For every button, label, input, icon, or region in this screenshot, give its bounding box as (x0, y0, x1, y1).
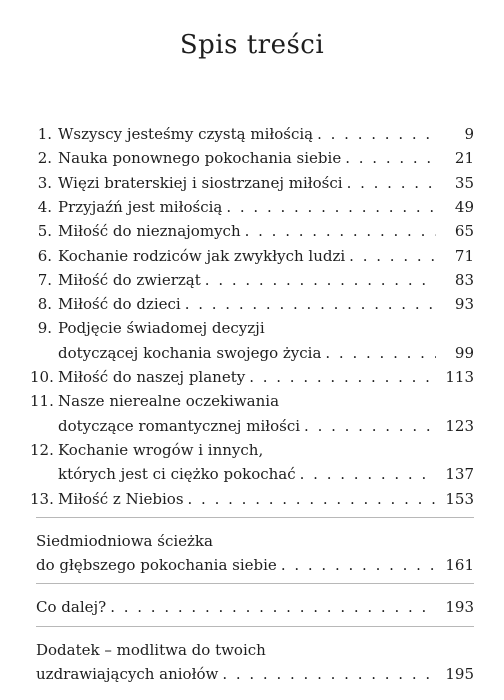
toc-entry-line (0, 292, 504, 316)
entry-title: Co dalej? (36, 598, 107, 617)
page-number: 161 (445, 556, 474, 575)
toc-line (58, 462, 474, 486)
page-number: 153 (445, 489, 474, 508)
chapter-number: 3. (37, 173, 52, 192)
page-number: 65 (454, 222, 474, 241)
page-number: 93 (454, 295, 474, 314)
page-number: 113 (445, 368, 474, 386)
toc-line (58, 122, 474, 146)
entry-title: Dodatek – modlitwa do twoich (36, 640, 266, 659)
toc-extra-line (0, 553, 504, 577)
toc-entry-line (0, 341, 504, 365)
entry-title: Kochanie rodziców jak zwykłych ludzi (58, 246, 346, 265)
chapter-number: 4. (37, 197, 52, 216)
toc-entry-line (0, 268, 504, 292)
page-number: 193 (445, 598, 474, 617)
section-divider (36, 583, 474, 584)
entry-title: Siedmiodniowa ścieżka (36, 531, 213, 550)
page-number: 49 (454, 197, 474, 216)
toc-entry-line (0, 316, 504, 340)
entry-title: Przyjaźń jest miłością (58, 197, 223, 216)
dot-leader (226, 195, 436, 219)
toc-line (58, 244, 474, 268)
toc-line (58, 146, 474, 170)
chapter-number: 5. (37, 222, 52, 241)
toc-extra-line (0, 662, 504, 686)
dot-leader (249, 365, 436, 389)
toc-line (58, 195, 474, 219)
dot-leader (325, 341, 436, 365)
toc-entry-line (0, 122, 504, 146)
entry-title: Wszyscy jesteśmy czystą miłością (58, 125, 314, 143)
chapter-number: 6. (37, 246, 52, 265)
entry-title: Kochanie wrogów i innych, (58, 440, 264, 459)
dot-leader (349, 244, 436, 268)
entry-title: Nasze nierealne oczekiwania (58, 392, 280, 411)
toc-line (36, 638, 474, 662)
entry-title: których jest ci ciężko pokochać (58, 465, 296, 484)
toc-entry-line (0, 414, 504, 438)
toc-line (36, 662, 474, 686)
toc-entry-line (0, 171, 504, 195)
dot-leader (317, 122, 436, 146)
page-number: 137 (445, 465, 474, 484)
dot-leader (185, 292, 436, 316)
toc-entry-line (0, 244, 504, 268)
toc-line (58, 487, 474, 511)
chapter-number: 2. (37, 149, 52, 168)
toc-line (58, 171, 474, 195)
section-divider (36, 626, 474, 627)
entry-title: Miłość do naszej planety (58, 368, 246, 386)
section-divider (36, 517, 474, 518)
dot-leader (245, 219, 436, 243)
page-number: 9 (464, 125, 474, 143)
entry-title: Podjęcie świadomej decyzji (58, 319, 265, 338)
toc-line (36, 595, 474, 619)
toc-line (58, 414, 474, 438)
page-number: 83 (454, 270, 474, 289)
chapter-number: 11. (30, 392, 54, 411)
dot-leader (188, 487, 436, 511)
entry-title: Nauka ponownego pokochania siebie (58, 149, 342, 168)
entry-title: Więzi braterskiej i siostrzanej miłości (58, 173, 343, 192)
dot-leader (222, 662, 436, 686)
dot-leader (205, 268, 436, 292)
toc-line (58, 341, 474, 365)
entry-title: uzdrawiających aniołów (36, 665, 219, 683)
page-number: 99 (454, 343, 474, 362)
entry-title: dotyczące romantycznej miłości (58, 416, 301, 435)
toc-extra-line (0, 595, 504, 619)
toc-entry-line (0, 365, 504, 389)
chapter-number: 13. (30, 489, 54, 508)
toc-entry-line (0, 462, 504, 486)
toc-entry-line (0, 195, 504, 219)
toc-line (58, 316, 474, 340)
chapter-number: 12. (30, 440, 54, 459)
toc-line (36, 553, 474, 577)
page-number: 21 (454, 149, 474, 168)
page-title: Spis treści (179, 30, 325, 60)
toc-entry-line (0, 487, 504, 511)
entry-title: do głębszego pokochania siebie (36, 556, 277, 575)
chapter-number: 1. (37, 125, 52, 143)
chapter-number: 8. (37, 295, 52, 314)
toc-entry-line (0, 438, 504, 462)
toc-line (58, 292, 474, 316)
toc-entry-line (0, 146, 504, 170)
page-number: 71 (454, 246, 474, 265)
dot-leader (347, 171, 436, 195)
toc-extra-line (0, 638, 504, 662)
entry-title: Miłość do zwierząt (58, 270, 201, 289)
toc-entry-line (0, 219, 504, 243)
entry-title: Miłość do nieznajomych (58, 222, 241, 241)
entry-title: dotyczącej kochania swojego życia (58, 343, 322, 362)
dot-leader (281, 553, 436, 577)
dot-leader (345, 146, 436, 170)
entry-title: Miłość z Niebios (58, 489, 184, 508)
entry-title: Miłość do dzieci (58, 295, 181, 314)
chapter-number: 9. (37, 319, 52, 338)
chapter-number: 10. (30, 368, 54, 386)
toc-line (58, 389, 474, 413)
page-number: 35 (454, 173, 474, 192)
page-number: 123 (445, 416, 474, 435)
toc-line (58, 219, 474, 243)
toc-line (58, 268, 474, 292)
toc-line (58, 438, 474, 462)
dot-leader (110, 595, 436, 619)
page-number: 195 (445, 665, 474, 683)
dot-leader (304, 414, 436, 438)
toc-line (36, 529, 474, 553)
toc-entry-line (0, 389, 504, 413)
toc-extra-line (0, 529, 504, 553)
toc-line (58, 365, 474, 389)
dot-leader (300, 462, 436, 486)
chapter-number: 7. (37, 270, 52, 289)
